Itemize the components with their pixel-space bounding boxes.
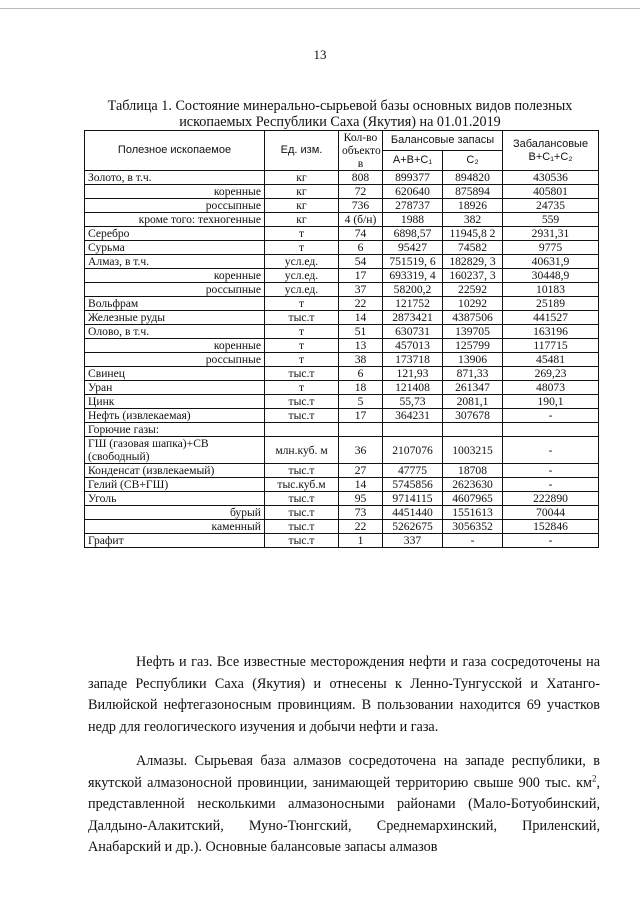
cell-count: 38 [339, 353, 383, 367]
cell-count: 74 [339, 227, 383, 241]
cell-offbalance: 10183 [503, 283, 599, 297]
cell-count: 22 [339, 520, 383, 534]
cell-offbalance: 45481 [503, 353, 599, 367]
cell-c2: 1003215 [443, 437, 503, 464]
cell-offbalance: - [503, 464, 599, 478]
cell-mineral: россыпные [85, 353, 265, 367]
cell-mineral: Серебро [85, 227, 265, 241]
cell-mineral: каменный [85, 520, 265, 534]
table-row [85, 520, 599, 534]
cell-offbalance: - [503, 409, 599, 423]
cell-c2: 875894 [443, 185, 503, 199]
cell-abc1 [383, 423, 443, 437]
cell-mineral: ГШ (газовая шапка)+СВ (свободный) [85, 437, 265, 464]
table-row [85, 213, 599, 227]
cell-mineral: Гелий (СВ+ГШ) [85, 478, 265, 492]
cell-unit: тыс.т [265, 464, 339, 478]
table-caption: Таблица 1. Состояние минерально-сырьевой базы основных видов полезных ископаемых Республики Саха (Якутия) на 01.01.2019 [107, 98, 573, 130]
cell-c2: - [443, 534, 503, 548]
cell-count: 72 [339, 185, 383, 199]
cell-c2: 74582 [443, 241, 503, 255]
cell-unit: кг [265, 171, 339, 185]
cell-mineral: Горючие газы: [85, 423, 265, 437]
cell-offbalance: 152846 [503, 520, 599, 534]
mineral-resources-table [84, 130, 599, 548]
cell-count: 95 [339, 492, 383, 506]
cell-count: 37 [339, 283, 383, 297]
cell-abc1: 751519, 6 [383, 255, 443, 269]
cell-mineral: Свинец [85, 367, 265, 381]
table-row [85, 283, 599, 297]
cell-abc1: 6898,57 [383, 227, 443, 241]
cell-unit: т [265, 381, 339, 395]
cell-offbalance: 117715 [503, 339, 599, 353]
table-row [85, 297, 599, 311]
cell-offbalance: 405801 [503, 185, 599, 199]
table-row [85, 423, 599, 437]
cell-count: 22 [339, 297, 383, 311]
cell-offbalance [503, 423, 599, 437]
header-offbalance: Забалансовые В+С₁+С₂ [503, 131, 599, 171]
superscript-2: 2 [591, 772, 597, 783]
cell-offbalance: 48073 [503, 381, 599, 395]
cell-mineral: Цинк [85, 395, 265, 409]
table-row [85, 464, 599, 478]
cell-unit: тыс.т [265, 367, 339, 381]
cell-mineral: Золото, в т.ч. [85, 171, 265, 185]
cell-count: 36 [339, 437, 383, 464]
cell-offbalance: - [503, 437, 599, 464]
table-row [85, 367, 599, 381]
cell-count: 18 [339, 381, 383, 395]
cell-mineral: коренные [85, 339, 265, 353]
cell-unit: т [265, 227, 339, 241]
cell-offbalance: 222890 [503, 492, 599, 506]
cell-unit: усл.ед. [265, 283, 339, 297]
cell-mineral: Олово, в т.ч. [85, 325, 265, 339]
table-row [85, 395, 599, 409]
cell-abc1: 95427 [383, 241, 443, 255]
cell-c2: 261347 [443, 381, 503, 395]
header-balance: Балансовые запасы [383, 131, 503, 151]
cell-abc1: 121408 [383, 381, 443, 395]
scan-top-line [0, 8, 640, 9]
table-row [85, 409, 599, 423]
cell-abc1: 1988 [383, 213, 443, 227]
cell-mineral: Сурьма [85, 241, 265, 255]
cell-unit: т [265, 339, 339, 353]
cell-abc1: 2107076 [383, 437, 443, 464]
paragraph-diamonds-end: , представленной несколькими алмазоносными районами (Мало-Ботуобинский, Далдыно-Алакитский, Муно-Тюнгский, Среднемархинский, Приленский, Анабарский и др.). Основные балансовые запасы алмазов [88, 774, 600, 855]
cell-c2: 382 [443, 213, 503, 227]
cell-offbalance: 269,23 [503, 367, 599, 381]
cell-offbalance: 30448,9 [503, 269, 599, 283]
cell-mineral: кроме того: техногенные [85, 213, 265, 227]
paragraph-oil-gas: Нефть и газ. Все известные месторождения нефти и газа сосредоточены на западе Республики Саха (Якутия) и отнесены к Ленно-Тунгусской и Хатанго-Вилюйской нефтегазоносным провинциям. В пользовании находится 69 участков недр для геологического изучения и добычи нефти и газа. [88, 654, 600, 735]
cell-c2: 139705 [443, 325, 503, 339]
cell-abc1: 4451440 [383, 506, 443, 520]
cell-offbalance: 559 [503, 213, 599, 227]
cell-c2: 160237, 3 [443, 269, 503, 283]
cell-offbalance: 70044 [503, 506, 599, 520]
table-row [85, 478, 599, 492]
table-row [85, 269, 599, 283]
cell-count: 1 [339, 534, 383, 548]
cell-abc1: 173718 [383, 353, 443, 367]
header-abc1: А+В+С₁ [383, 151, 443, 171]
cell-c2: 1551613 [443, 506, 503, 520]
table-row [85, 437, 599, 464]
cell-unit [265, 423, 339, 437]
cell-offbalance: 2931,31 [503, 227, 599, 241]
cell-offbalance: 163196 [503, 325, 599, 339]
header-unit: Ед. изм. [265, 131, 339, 171]
cell-mineral: Железные руды [85, 311, 265, 325]
cell-abc1: 121752 [383, 297, 443, 311]
cell-c2: 3056352 [443, 520, 503, 534]
cell-unit: тыс.т [265, 395, 339, 409]
cell-c2: 18708 [443, 464, 503, 478]
table-row [85, 506, 599, 520]
cell-c2: 125799 [443, 339, 503, 353]
table-row [85, 255, 599, 269]
cell-unit: кг [265, 213, 339, 227]
cell-unit: т [265, 241, 339, 255]
cell-abc1: 5262675 [383, 520, 443, 534]
cell-count: 6 [339, 241, 383, 255]
cell-count: 736 [339, 199, 383, 213]
table-row [85, 227, 599, 241]
paragraph-diamonds [88, 751, 600, 859]
cell-c2: 307678 [443, 409, 503, 423]
table-row [85, 185, 599, 199]
table-row [85, 241, 599, 255]
cell-mineral: Нефть (извлекаемая) [85, 409, 265, 423]
cell-c2: 18926 [443, 199, 503, 213]
cell-abc1: 337 [383, 534, 443, 548]
cell-unit: тыс.т [265, 409, 339, 423]
cell-unit: кг [265, 185, 339, 199]
table-body [85, 171, 599, 548]
cell-abc1: 9714115 [383, 492, 443, 506]
cell-c2: 10292 [443, 297, 503, 311]
cell-abc1: 5745856 [383, 478, 443, 492]
table-row [85, 311, 599, 325]
cell-abc1: 364231 [383, 409, 443, 423]
cell-mineral: бурый [85, 506, 265, 520]
cell-abc1: 58200,2 [383, 283, 443, 297]
table-row [85, 171, 599, 185]
cell-unit: усл.ед. [265, 269, 339, 283]
header-count: Кол-во объекто в [339, 131, 383, 171]
cell-abc1: 630731 [383, 325, 443, 339]
cell-mineral: коренные [85, 185, 265, 199]
cell-offbalance: 441527 [503, 311, 599, 325]
cell-offbalance: 430536 [503, 171, 599, 185]
cell-abc1: 899377 [383, 171, 443, 185]
cell-count: 808 [339, 171, 383, 185]
cell-mineral: Конденсат (извлекаемый) [85, 464, 265, 478]
cell-unit: тыс.т [265, 311, 339, 325]
cell-abc1: 457013 [383, 339, 443, 353]
cell-offbalance: 9775 [503, 241, 599, 255]
cell-mineral: коренные [85, 269, 265, 283]
cell-offbalance: - [503, 534, 599, 548]
cell-count: 51 [339, 325, 383, 339]
cell-c2: 4607965 [443, 492, 503, 506]
table-row [85, 492, 599, 506]
cell-mineral: россыпные [85, 283, 265, 297]
cell-c2 [443, 423, 503, 437]
cell-unit: тыс.т [265, 506, 339, 520]
cell-c2: 182829, 3 [443, 255, 503, 269]
cell-c2: 871,33 [443, 367, 503, 381]
cell-unit: т [265, 297, 339, 311]
cell-mineral: Вольфрам [85, 297, 265, 311]
cell-count: 6 [339, 367, 383, 381]
cell-unit: кг [265, 199, 339, 213]
table-row [85, 199, 599, 213]
cell-unit: тыс.т [265, 534, 339, 548]
cell-c2: 894820 [443, 171, 503, 185]
cell-count: 13 [339, 339, 383, 353]
cell-count: 14 [339, 478, 383, 492]
cell-count: 5 [339, 395, 383, 409]
cell-count: 73 [339, 506, 383, 520]
cell-mineral: россыпные [85, 199, 265, 213]
page-number: 13 [313, 47, 327, 62]
cell-count: 27 [339, 464, 383, 478]
cell-c2: 2623630 [443, 478, 503, 492]
header-mineral: Полезное ископаемое [85, 131, 265, 171]
cell-unit: тыс.т [265, 492, 339, 506]
cell-mineral: Алмаз, в т.ч. [85, 255, 265, 269]
paragraph-diamonds-start: Алмазы. Сырьевая база алмазов сосредоточена на западе республики, в якутской алмазоносной провинции, занимающей территорию свыше 900 тыс. км [88, 753, 600, 791]
cell-c2: 13906 [443, 353, 503, 367]
cell-unit: тыс.т [265, 520, 339, 534]
table-row [85, 339, 599, 353]
cell-c2: 22592 [443, 283, 503, 297]
cell-mineral: Графит [85, 534, 265, 548]
cell-mineral: Уголь [85, 492, 265, 506]
cell-unit: усл.ед. [265, 255, 339, 269]
cell-offbalance: 24735 [503, 199, 599, 213]
cell-unit: т [265, 325, 339, 339]
table-row [85, 353, 599, 367]
cell-abc1: 55,73 [383, 395, 443, 409]
cell-c2: 4387506 [443, 311, 503, 325]
cell-abc1: 620640 [383, 185, 443, 199]
cell-mineral: Уран [85, 381, 265, 395]
table-row [85, 534, 599, 548]
cell-unit: млн.куб. м [265, 437, 339, 464]
cell-count [339, 423, 383, 437]
cell-unit: тыс.куб.м [265, 478, 339, 492]
cell-count: 4 (б/н) [339, 213, 383, 227]
table-row [85, 381, 599, 395]
cell-offbalance: 190,1 [503, 395, 599, 409]
header-c2: С₂ [443, 151, 503, 171]
cell-offbalance: - [503, 478, 599, 492]
cell-count: 17 [339, 269, 383, 283]
cell-abc1: 693319, 4 [383, 269, 443, 283]
cell-abc1: 47775 [383, 464, 443, 478]
cell-offbalance: 25189 [503, 297, 599, 311]
cell-c2: 11945,8 2 [443, 227, 503, 241]
cell-abc1: 2873421 [383, 311, 443, 325]
cell-count: 17 [339, 409, 383, 423]
table-row [85, 325, 599, 339]
cell-count: 14 [339, 311, 383, 325]
cell-c2: 2081,1 [443, 395, 503, 409]
cell-abc1: 278737 [383, 199, 443, 213]
cell-abc1: 121,93 [383, 367, 443, 381]
cell-count: 54 [339, 255, 383, 269]
cell-offbalance: 40631,9 [503, 255, 599, 269]
cell-unit: т [265, 353, 339, 367]
